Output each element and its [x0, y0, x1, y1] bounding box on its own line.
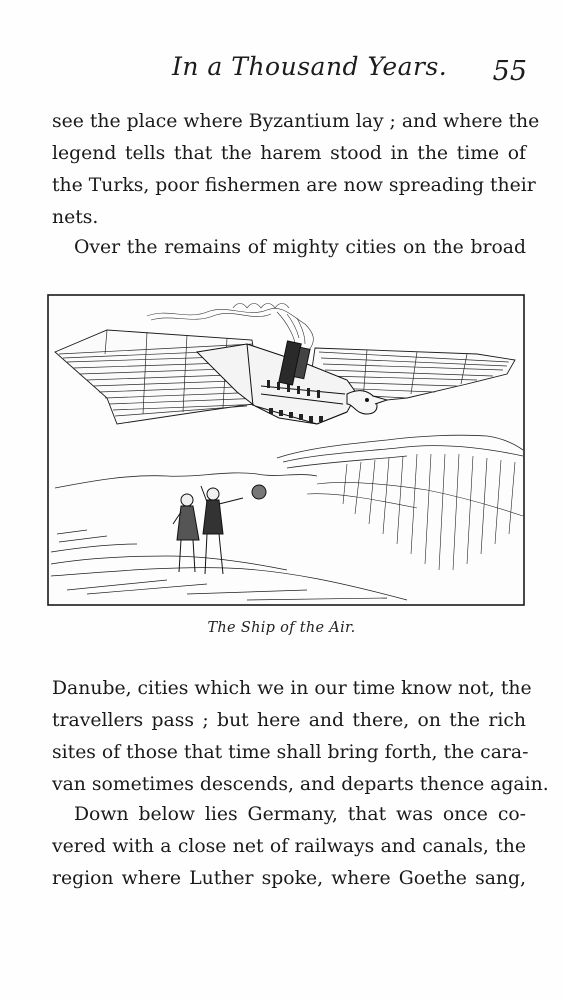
running-head	[0, 52, 563, 92]
page-number: 55	[492, 56, 527, 87]
text-line: sites of those that time shall bring forth, the cara-	[52, 742, 529, 763]
text-line: nets.	[52, 207, 99, 228]
running-title: In a Thousand Years.	[172, 52, 448, 81]
text-line: Danube, cities which we in our time know not, the	[52, 678, 532, 699]
text-line: travellers pass ; but here and there, on the rich	[52, 710, 526, 731]
text-line: Over the remains of mighty cities on the broad	[74, 237, 526, 258]
text-line: van sometimes descends, and departs thence again.	[52, 774, 549, 795]
text-line: vered with a close net of railways and canals, the	[52, 836, 526, 857]
paragraph-over-remains	[52, 232, 526, 264]
text-line: region where Luther spoke, where Goethe sang,	[52, 868, 526, 889]
ship-of-the-air-illustration	[47, 294, 525, 606]
paragraph-germany	[52, 799, 526, 895]
paragraph-danube	[52, 673, 549, 801]
paragraph-top	[52, 106, 540, 234]
text-line: the Turks, poor fishermen are now spreading their	[52, 175, 536, 196]
text-line: see the place where Byzantium lay ; and where the	[52, 111, 540, 132]
text-line: legend tells that the harem stood in the time of	[52, 143, 526, 164]
figure-caption: The Ship of the Air.	[207, 620, 356, 636]
text-line: Down below lies Germany, that was once co-	[74, 804, 526, 825]
